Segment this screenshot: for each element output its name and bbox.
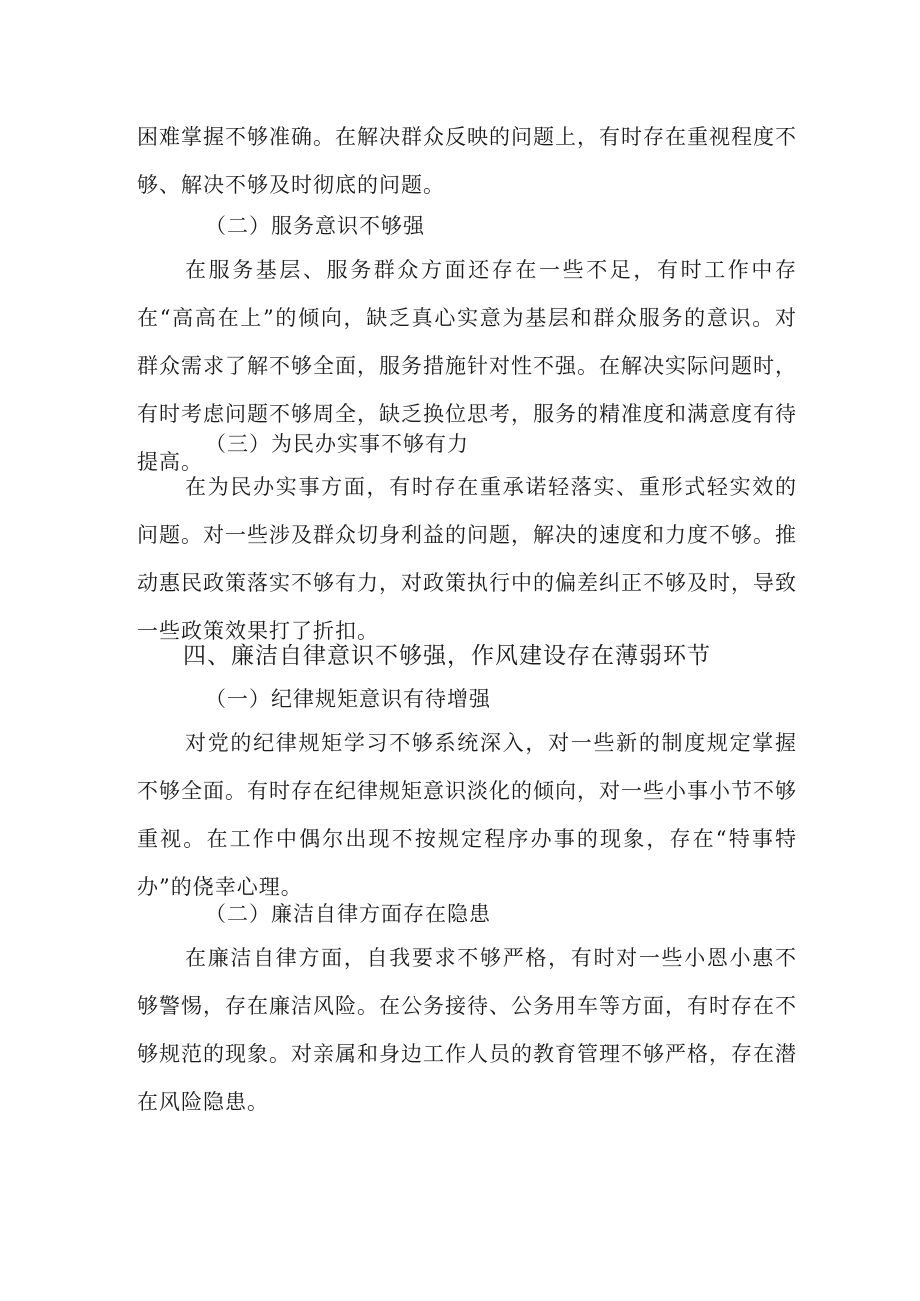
- paragraph-discipline: 对党的纪律规矩学习不够系统深入，对一些新的制度规定掌握不够全面。有时存在纪律规矩意识淡化的倾向，对一些小事小节不够重视。在工作中偶尔出现不按规定程序办事的现象，存在“特事特办”的侥幸心理。: [137, 731, 797, 899]
- subheading-practical-matters: （三）为民办实事不够有力: [205, 432, 469, 456]
- paragraph-service-awareness: 在服务基层、服务群众方面还存在一些不足，有时工作中存在“高高在上”的倾向，缺乏真心实意为基层和群众服务的意识。对群众需求了解不够全面，服务措施针对性不强。在解决实际问题时，有时考虑问题不够周全，缺乏换位思考，服务的精准度和满意度有待提高。: [137, 258, 797, 474]
- section-heading-integrity: 四、廉洁自律意识不够强，作风建设存在薄弱环节: [183, 643, 711, 669]
- paragraph-integrity-risks: 在廉洁自律方面，自我要求不够严格，有时对一些小恩小惠不够警惕，存在廉洁风险。在公务接待、公务用车等方面，有时存在不够规范的现象。对亲属和身边工作人员的教育管理不够严格，存在潜在风险隐患。: [137, 946, 797, 1114]
- subheading-integrity-risks: （二）廉洁自律方面存在隐患: [205, 902, 491, 926]
- subheading-discipline: （一）纪律规矩意识有待增强: [205, 687, 491, 711]
- paragraph-practical-matters: 在为民办实事方面，有时存在重承诺轻落实、重形式轻实效的问题。对一些涉及群众切身利益的问题，解决的速度和力度不够。推动惠民政策落实不够有力，对政策执行中的偏差纠正不够及时，导致一些政策效果打了折扣。: [137, 475, 797, 643]
- paragraph-continued: 困难掌握不够准确。在解决群众反映的问题上，有时存在重视程度不够、解决不够及时彻底的问题。: [137, 125, 797, 197]
- subheading-service-awareness: （二）服务意识不够强: [205, 214, 425, 238]
